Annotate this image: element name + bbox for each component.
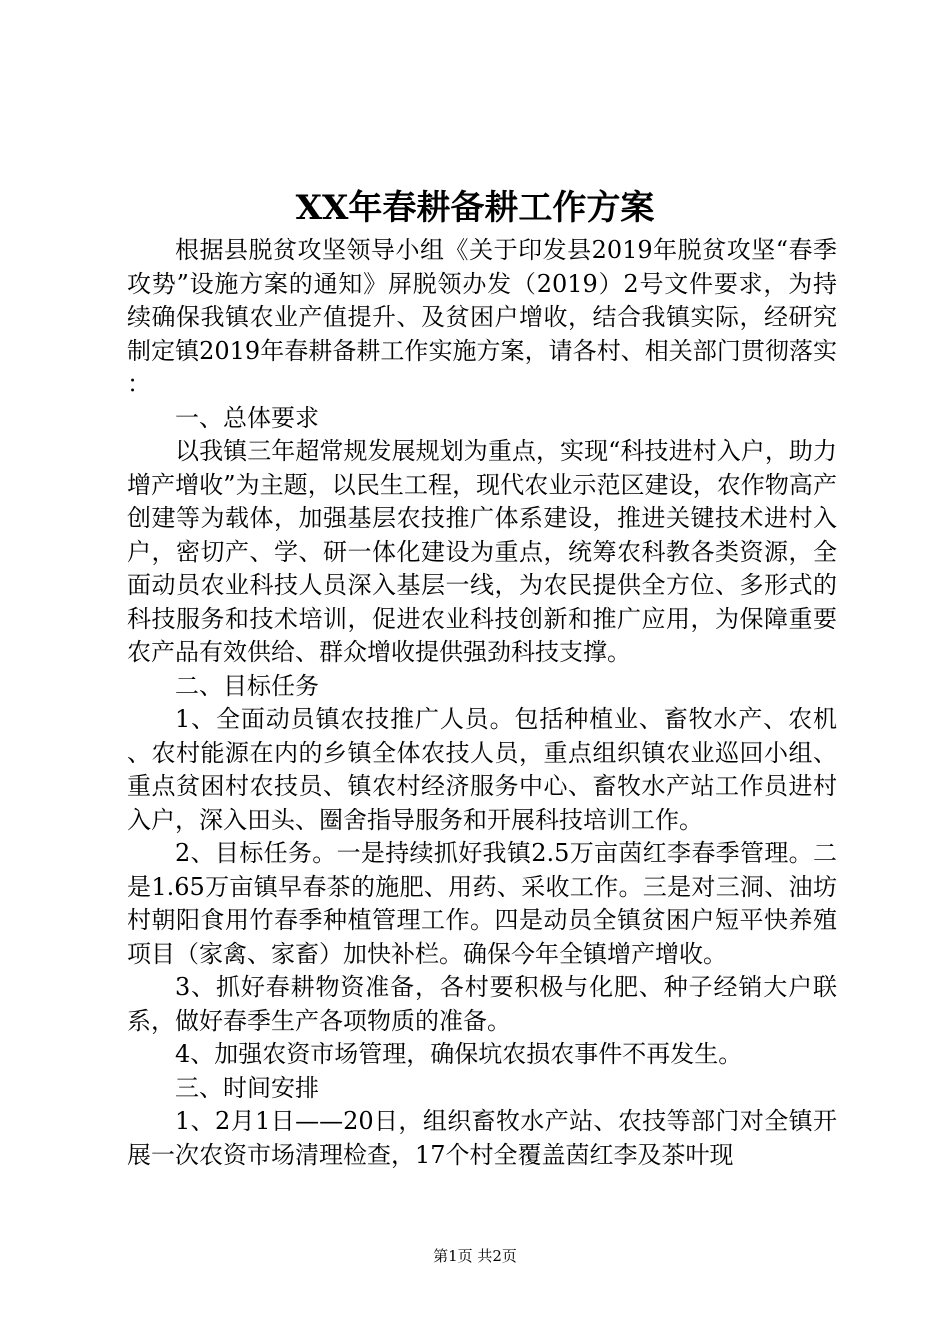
paragraph-task-1: 1、全面动员镇农技推广人员。包括种植业、畜牧水产、农机、农村能源在内的乡镇全体农技人员，重点组织镇农业巡回小组、重点贫困村农技员、镇农村经济服务中心、畜牧水产站工作员进村入户，深入田头、圈舍指导服务和开展科技培训工作。 [127, 705, 837, 834]
document-body [127, 234, 837, 1172]
section-heading-general-requirements: 一、总体要求 [175, 403, 319, 432]
paragraph-task-2: 2、目标任务。一是持续抓好我镇2.5万亩茵红李春季管理。二是1.65万亩镇早春茶的施肥、用药、采收工作。三是对三洞、油坊村朝阳食用竹春季种植管理工作。四是动员全镇贫困户短平快养殖项目（家禽、家畜）加快补栏。确保今年全镇增产增收。 [127, 839, 837, 968]
section-heading-schedule: 三、时间安排 [175, 1073, 319, 1102]
paragraph-task-4: 4、加强农资市场管理，确保坑农损农事件不再发生。 [175, 1040, 743, 1068]
section-heading-target-tasks: 二、目标任务 [175, 671, 319, 700]
paragraph-general-requirements: 以我镇三年超常规发展规划为重点，实现“科技进村入户，助力增产增收”为主题，以民生工程，现代农业示范区建设，农作物高产创建等为载体，加强基层农技推广体系建设，推进关键技术进村入户，密切产、学、研一体化建设为重点，统筹农科教各类资源，全面动员农业科技人员深入基层一线，为农民提供全方位、多形式的科技服务和技术培训，促进农业科技创新和推广应用，为保障重要农产品有效供给、群众增收提供强劲科技支撑。 [127, 437, 837, 666]
page-number-footer: 第1页 共2页 [433, 1247, 517, 1265]
paragraph-task-3: 3、抓好春耕物资准备，各村要积极与化肥、种子经销大户联系，做好春季生产各项物质的准备。 [127, 973, 837, 1035]
document-title: XX年春耕备耕工作方案 [295, 188, 655, 228]
paragraph-intro: 根据县脱贫攻坚领导小组《关于印发县2019年脱贫攻坚“春季攻势”设施方案的通知》屏脱领办发（2019）2号文件要求，为持续确保我镇农业产值提升、及贫困户增收，结合我镇实际，经研究制定镇2019年春耕备耕工作实施方案，请各村、相关部门贯彻落实： [127, 236, 837, 398]
paragraph-schedule-1: 1、2月1日——20日，组织畜牧水产站、农技等部门对全镇开展一次农资市场清理检查，17个村全覆盖茵红李及茶叶现 [127, 1107, 837, 1169]
